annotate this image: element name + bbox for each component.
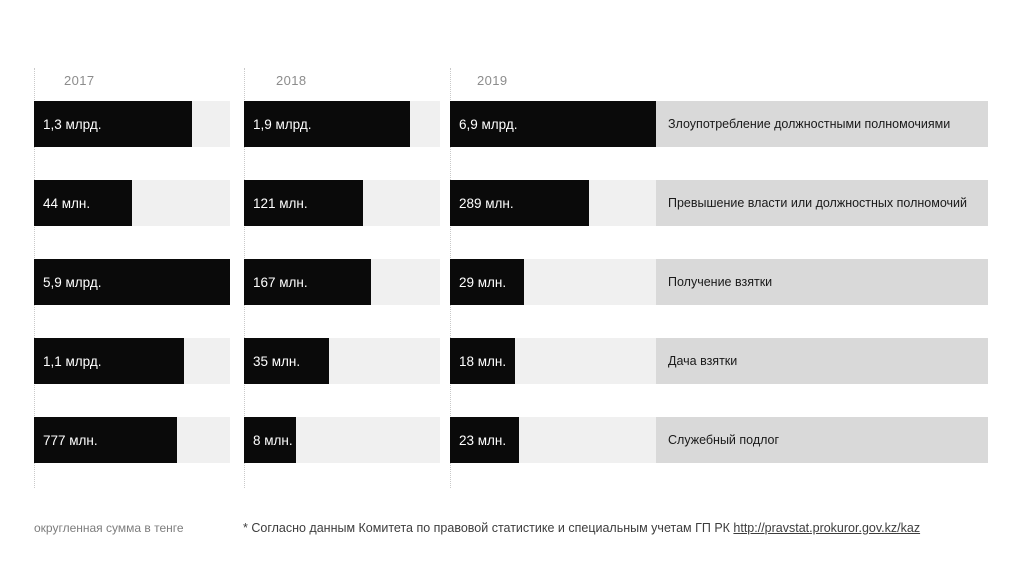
- bar-2017[interactable]: [34, 101, 192, 147]
- bar-2018[interactable]: [244, 259, 371, 305]
- category-cell: [656, 259, 988, 305]
- bar-2019[interactable]: [450, 101, 656, 147]
- column-header-2018: 2018: [276, 73, 307, 88]
- bar-value-2019: 6,9 млрд.: [459, 116, 518, 132]
- bar-value-2017: 1,3 млрд.: [43, 116, 102, 132]
- bar-value-2017: 44 млн.: [43, 195, 91, 211]
- footer-source-text: * Согласно данным Комитета по правовой статистике и специальным учетам ГП РК: [243, 521, 734, 535]
- bar-value-2018: 121 млн.: [253, 195, 308, 211]
- chart-row: [34, 338, 988, 384]
- category-cell: [656, 417, 988, 463]
- footer-note: округленная сумма в тенге: [34, 521, 184, 535]
- source-link[interactable]: http://pravstat.prokuror.gov.kz/kaz: [733, 521, 921, 535]
- bar-value-2018: 35 млн.: [253, 353, 301, 369]
- bar-2017[interactable]: [34, 338, 184, 384]
- bar-2018[interactable]: [244, 101, 410, 147]
- bar-value-2018: 8 млн.: [253, 432, 293, 448]
- category-cell: [656, 180, 988, 226]
- bar-2019[interactable]: [450, 259, 524, 305]
- bar-2017[interactable]: [34, 417, 177, 463]
- chart-row: [34, 101, 988, 147]
- bar-value-2019: 23 млн.: [459, 432, 507, 448]
- column-header-2019: 2019: [477, 73, 508, 88]
- bar-2019[interactable]: [450, 180, 589, 226]
- bar-value-2017: 5,9 млрд.: [43, 274, 102, 290]
- bar-2017[interactable]: [34, 180, 132, 226]
- bar-value-2019: 289 млн.: [459, 195, 514, 211]
- bar-2018[interactable]: [244, 338, 329, 384]
- bar-2019[interactable]: [450, 338, 515, 384]
- chart-row: [34, 180, 988, 226]
- bar-2019[interactable]: [450, 417, 519, 463]
- bar-value-2018: 1,9 млрд.: [253, 116, 312, 132]
- bar-value-2019: 29 млн.: [459, 274, 507, 290]
- bar-value-2017: 1,1 млрд.: [43, 353, 102, 369]
- bar-2018[interactable]: [244, 180, 363, 226]
- category-label: Злоупотребление должностными полномочиями: [668, 117, 951, 131]
- bar-2017[interactable]: [34, 259, 230, 305]
- bar-value-2018: 167 млн.: [253, 274, 308, 290]
- category-label: Служебный подлог: [668, 433, 780, 447]
- category-label: Получение взятки: [668, 275, 773, 289]
- bar-2018[interactable]: [244, 417, 296, 463]
- category-cell: [656, 338, 988, 384]
- footer-source: [243, 521, 920, 535]
- column-header-2017: 2017: [64, 73, 95, 88]
- category-cell: [656, 101, 988, 147]
- category-label: Превышение власти или должностных полномочий: [668, 196, 967, 210]
- bar-value-2019: 18 млн.: [459, 353, 507, 369]
- chart-row: [34, 417, 988, 463]
- chart-row: [34, 259, 988, 305]
- category-label: Дача взятки: [668, 354, 738, 368]
- bar-value-2017: 777 млн.: [43, 432, 98, 448]
